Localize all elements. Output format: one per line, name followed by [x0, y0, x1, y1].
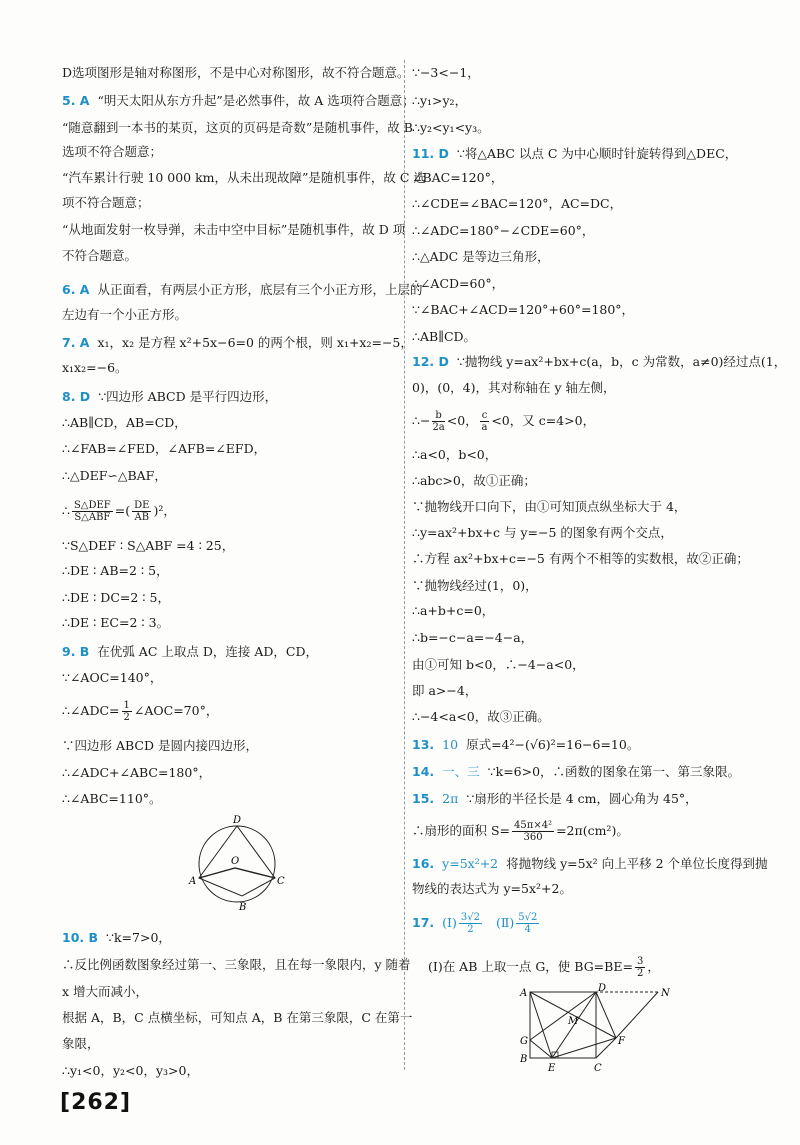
answer-12: 12. D ∵抛物线 y=ax²+bx+c(a，b，c 为常数，a≠0)经过点(1，: [412, 354, 787, 369]
text-line: ∴AB∥CD，AB=CD，: [62, 415, 187, 430]
axis-condition-line: ∴− $\frac{b}{2a}$ <0， $\frac{c}{a}$ <0，又 c=4>0，: [412, 410, 596, 433]
text-line: 选项不符合题意；: [62, 144, 163, 159]
answer-value: y=5x²+2: [442, 856, 499, 871]
answer-5: 5. A “明天太阳从东方升起”是必然事件，故 A 选项符合题意；: [62, 93, 415, 108]
label-b: B: [520, 1054, 528, 1065]
construction-line: (Ⅰ)在 AB 上取一点 G，使 BG=BE= $\frac{3}{2}$ ，: [428, 956, 660, 979]
answer-15: 15. 2π ∵扇形的半径长是 4 cm，圆心角为 45°，: [412, 791, 698, 806]
question-number: 5. A: [62, 93, 90, 108]
text-line: ∵抛物线开口向下，由①可知顶点纵坐标大于 4，: [412, 499, 687, 514]
text-line: ∵四边形 ABCD 是圆内接四边形，: [62, 738, 258, 753]
label-d: D: [233, 815, 242, 826]
text-line: ∴∠ADC=180°−∠CDE=60°，: [412, 223, 595, 238]
question-number: 16.: [412, 856, 435, 871]
text-line: ∴∠CDE=∠BAC=120°，AC=DC，: [412, 196, 623, 211]
text-line: D选项图形是轴对称图形，不是中心对称图形，故不符合题意。: [62, 65, 410, 80]
answer-16: 16. y=5x²+2 将抛物线 y=5x² 向上平移 2 个单位长度得到抛: [412, 856, 768, 871]
fraction: $\frac{3√2}{2}$: [460, 912, 480, 935]
text-line: ∴a+b+c=0，: [412, 603, 495, 618]
answer-6: 6. A 从正面看，有两层小正方形，底层有三个小正方形，上层的: [62, 282, 423, 297]
line-df: [596, 992, 616, 1038]
page-number: [262]: [60, 1090, 132, 1115]
question-number: 12. D: [412, 354, 449, 369]
label-c: C: [277, 876, 285, 887]
text-line: 左边有一个小正方形。: [62, 307, 188, 322]
text-line: ∴AB∥CD。: [412, 329, 477, 344]
label-f: F: [618, 1036, 625, 1047]
text-line: ∵∠AOC=140°，: [62, 670, 163, 685]
text-line: ∴反比例函数图象经过第一、三象限，且在每一象限内，y 随着: [62, 957, 411, 972]
text-line: 0)，(0，4)，其对称轴在 y 轴左侧，: [412, 380, 616, 395]
square-construction-diagram: [512, 982, 687, 1077]
sector-area-line: ∴扇形的面积 S= $\frac{\text{45π×4²}}{360}$ =2π(cm²)。: [412, 820, 629, 843]
label-a: A: [189, 876, 197, 887]
angle-aoc: [199, 868, 275, 878]
answer-7: 7. A x₁，x₂ 是方程 x²+5x−6=0 的两个根，则 x₁+x₂=−5，: [62, 335, 413, 350]
fraction: $\frac{b}{2a}$: [432, 410, 445, 433]
answer-10: 10. B ∵k=7>0，: [62, 930, 171, 945]
fraction: $\frac{c}{a}$: [481, 410, 488, 433]
fraction: $\frac{\text{S△DEF}}{\text{S△ABF}}$: [73, 500, 111, 523]
text-line: ∴△DEF∽△BAF，: [62, 468, 167, 483]
answer-11: 11. D ∵将△ABC 以点 C 为中心顺时针旋转得到△DEC，: [412, 146, 738, 161]
text-line: ∴y=ax²+bx+c 与 y=−5 的图象有两个交点，: [412, 525, 673, 540]
text-line: ∴∠FAB=∠FED，∠AFB=∠EFD，: [62, 441, 267, 456]
text-line: ∴△ADC 是等边三角形，: [412, 249, 550, 264]
text-line: ∴DE ∶ EC=2 ∶ 3。: [62, 615, 170, 630]
question-number: 6. A: [62, 282, 90, 297]
label-b: B: [239, 902, 247, 913]
text-line: x 增大而减小，: [62, 984, 149, 999]
answer-8: 8. D ∵四边形 ABCD 是平行四边形，: [62, 389, 278, 404]
text-line: 不符合题意。: [62, 248, 138, 263]
label-d: D: [598, 983, 607, 994]
text-line: ∵−3<−1，: [412, 65, 480, 80]
text-line: ∵S△DEF ∶ S△ABF =4 ∶ 25，: [62, 538, 235, 553]
answer-13: 13. 10 原式=4²−(√6)²=16−6=10。: [412, 737, 640, 752]
question-number: 15.: [412, 791, 435, 806]
answer-value: 一、三: [442, 764, 480, 779]
question-number: 9. B: [62, 644, 90, 659]
label-n: N: [661, 988, 670, 999]
text-line: ∴−4<a<0，故③正确。: [412, 709, 550, 724]
text-line: “从地面发射一枚导弹，未击中空中目标”是随机事件，故 D 项: [62, 222, 406, 237]
label-a: A: [520, 988, 528, 999]
column-divider: [404, 60, 405, 1070]
answer-17: 17. (Ⅰ) $\frac{3√2}{2}$ (Ⅱ) $\frac{5√2}{4}$: [412, 912, 538, 935]
answer-9: 9. B 在优弧 AC 上取点 D，连接 AD，CD，: [62, 644, 318, 659]
question-number: 8. D: [62, 389, 91, 404]
fraction: $\frac{3}{2}$: [636, 956, 644, 979]
label-o: O: [231, 856, 240, 867]
fraction: $\frac{5√2}{4}$: [518, 912, 538, 935]
question-number: 10. B: [62, 930, 99, 945]
text-line: ∴y₁<0，y₂<0，y₃>0，: [62, 1063, 199, 1078]
fraction: $\frac{\text{45π×4²}}{360}$: [514, 820, 553, 843]
label-e: E: [548, 1063, 556, 1074]
text-line: x₁x₂=−6。: [62, 360, 128, 375]
line-nf: [616, 992, 658, 1038]
text-line: ∵∠BAC+∠ACD=120°+60°=180°，: [412, 302, 635, 317]
label-c: C: [594, 1063, 602, 1074]
question-number: 14.: [412, 764, 435, 779]
line-gd: [530, 992, 596, 1040]
label-g: G: [520, 1036, 528, 1047]
text-line: ∴b=−c−a=−4−a，: [412, 630, 534, 645]
text-line: 物线的表达式为 y=5x²+2。: [412, 881, 572, 896]
text-line: “随意翻到一本书的某页，这页的页码是奇数”是随机事件，故 B: [62, 120, 413, 135]
text-line: ∴∠ABC=110°。: [62, 791, 162, 806]
text-line: 项不符合题意；: [62, 195, 150, 210]
text-line: ∴方程 ax²+bx+c=−5 有两个不相等的实数根，故②正确；: [412, 551, 749, 566]
similarity-ratio-line: ∴ $\frac{\text{S△DEF}}{\text{S△ABF}}$ =( $\frac{DE}{AB}$ )²，: [62, 500, 176, 523]
inscribed-quadrilateral-diagram: [187, 812, 287, 917]
text-line: “汽车累计行驶 10 000 km，从未出现故障”是随机事件，故 C 选: [62, 170, 426, 185]
question-number: 11. D: [412, 146, 449, 161]
fraction: $\frac{DE}{AB}$: [134, 500, 150, 523]
text-line: ∴y₁>y₂，: [412, 93, 468, 108]
text-line: 由①可知 b<0，∴−4−a<0，: [412, 657, 585, 672]
answer-14: 14. 一、三 ∵k=6>0，∴函数的图象在第一、第三象限。: [412, 764, 741, 779]
answer-value: 2π: [442, 791, 459, 806]
text-line: ∠BAC=120°，: [412, 170, 504, 185]
text-line: 根据 A，B，C 点横坐标，可知点 A，B 在第三象限，C 在第一: [62, 1010, 413, 1025]
question-number: 13.: [412, 737, 435, 752]
text-line: 象限，: [62, 1036, 100, 1051]
text-line: 即 a>−4，: [412, 683, 478, 698]
text-line: ∴abc>0，故①正确；: [412, 473, 536, 488]
answer-value: 10: [442, 737, 459, 752]
text-line: ∴a<0，b<0，: [412, 447, 498, 462]
fraction: $\frac{1}{2}$: [123, 700, 130, 723]
text-line: ∴∠ACD=60°，: [412, 276, 505, 291]
text-line: ∴DE ∶ AB=2 ∶ 5，: [62, 563, 169, 578]
text-line: ∴DE ∶ DC=2 ∶ 5，: [62, 590, 170, 605]
angle-adc-line: ∴∠ADC= $\frac{1}{2}$ ∠AOC=70°，: [62, 700, 219, 723]
question-number: 7. A: [62, 335, 90, 350]
label-m: M: [568, 1016, 579, 1027]
text-line: ∵抛物线经过(1，0)，: [412, 578, 538, 593]
text-line: ∴∠ADC+∠ABC=180°，: [62, 765, 212, 780]
text-line: ∴y₂<y₁<y₃。: [412, 120, 490, 135]
question-number: 17.: [412, 915, 435, 930]
